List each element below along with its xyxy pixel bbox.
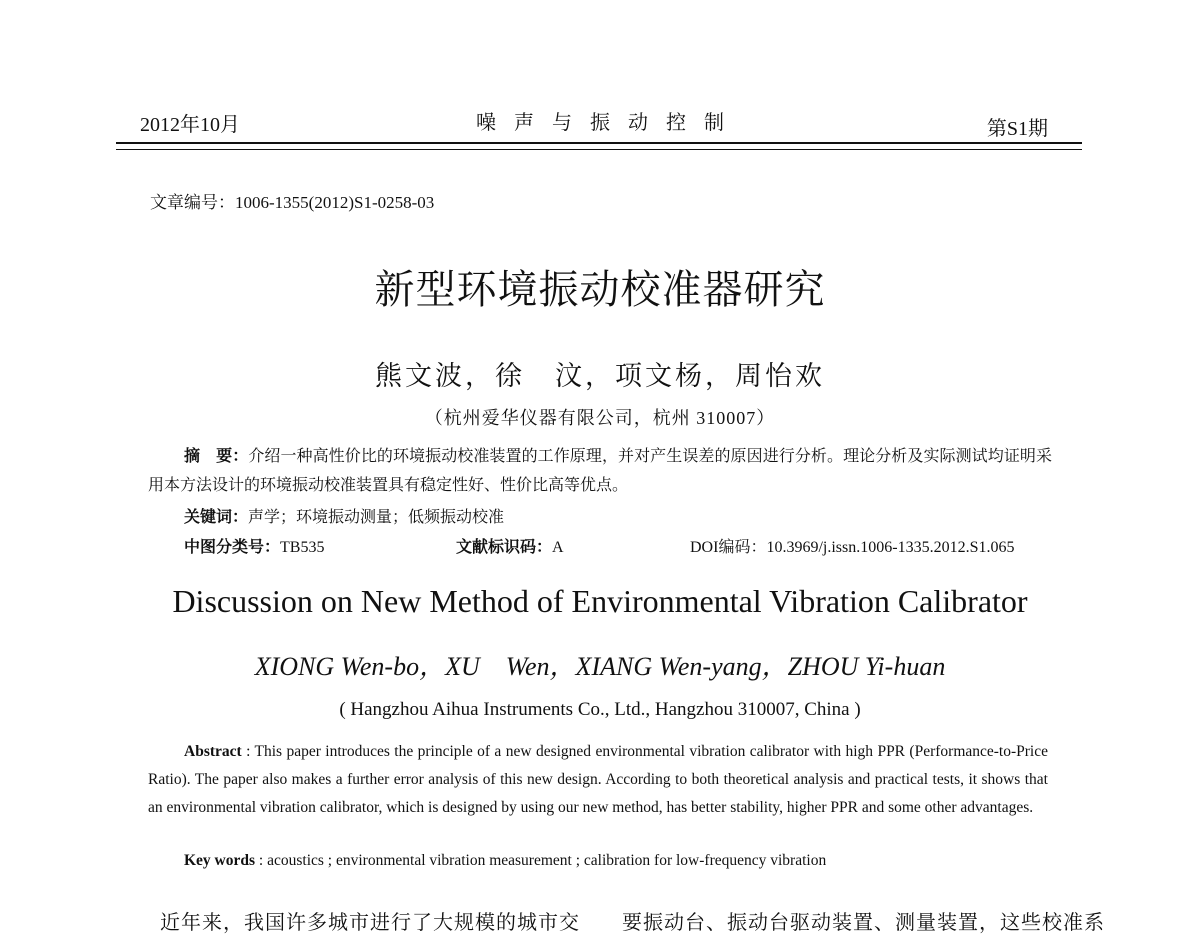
cn-keywords-label: 关键词： xyxy=(184,509,249,526)
body-column-right-line: 要振动台、振动台驱动装置、测量装置，这些校准系 xyxy=(622,912,1105,934)
cn-abstract-label: 摘 要： xyxy=(184,448,249,465)
en-abstract xyxy=(148,738,1048,822)
cn-doi-label: DOI编码： xyxy=(690,539,767,556)
en-abstract-label: Abstract xyxy=(184,743,242,760)
cn-authors: 熊文波，徐 汶，项文杨，周怡欢 xyxy=(375,361,825,391)
cn-abstract xyxy=(148,442,1052,500)
en-keywords-label: Key words xyxy=(184,852,256,869)
cn-doi-value: 10.3969/j.issn.1006-1335.2012.S1.065 xyxy=(766,539,1015,556)
en-authors: XIONG Wen-bo，XU Wen，XIANG Wen-yang，ZHOU Yi-huan xyxy=(254,652,946,681)
cn-classification xyxy=(184,534,324,557)
cn-class-label: 中图分类号： xyxy=(184,539,281,556)
header-issue: 第S1期 xyxy=(986,118,1048,140)
cn-abstract-text: 介绍一种高性价比的环境振动校准装置的工作原理，并对产生误差的原因进行分析。理论分析及实际测试均证明采用本方法设计的环境振动校准装置具有稳定性好、性价比高等优点。 xyxy=(148,448,1052,494)
cn-affiliation: （杭州爱华仪器有限公司，杭州 310007） xyxy=(424,408,776,428)
en-keywords-text: : acoustics ; environmental vibration measurement ; calibration for low-frequency vibration xyxy=(255,852,827,869)
cn-keywords-text: 声学；环境振动测量；低频振动校准 xyxy=(248,509,505,526)
header-rule-thin xyxy=(116,149,1082,150)
body-column-left-line: 近年来，我国许多城市进行了大规模的城市交 xyxy=(160,912,580,934)
en-keywords xyxy=(184,852,826,870)
cn-doccode-value: A xyxy=(552,539,564,556)
cn-keywords xyxy=(184,504,504,527)
en-abstract-text: : This paper introduces the principle of a new designed environmental vibration calibrator with high PPR (Performance-to-Price Ratio). The paper also makes a further error analysis of this new design. According to both theoretical analysis and practical tests, it shows that an environmental vibration calibrator, which is designed by using our new method, has better stability, higher PPR and some other advantages. xyxy=(148,743,1048,816)
header-journal-name: 噪声与振动控制 xyxy=(476,112,742,134)
cn-document-code xyxy=(456,534,564,557)
cn-doi xyxy=(690,534,1014,557)
header-rule-thick xyxy=(116,142,1082,144)
cn-doccode-label: 文献标识码： xyxy=(456,539,553,556)
en-title: Discussion on New Method of Environmental Vibration Calibrator xyxy=(172,583,1028,619)
header-date: 2012年10月 xyxy=(140,114,240,136)
en-affiliation: ( Hangzhou Aihua Instruments Co., Ltd., Hangzhou 310007, China ) xyxy=(339,699,861,720)
article-number: 文章编号：1006-1355(2012)S1-0258-03 xyxy=(150,193,435,212)
cn-title: 新型环境振动校准器研究 xyxy=(374,267,826,313)
cn-class-value: TB535 xyxy=(280,539,325,556)
